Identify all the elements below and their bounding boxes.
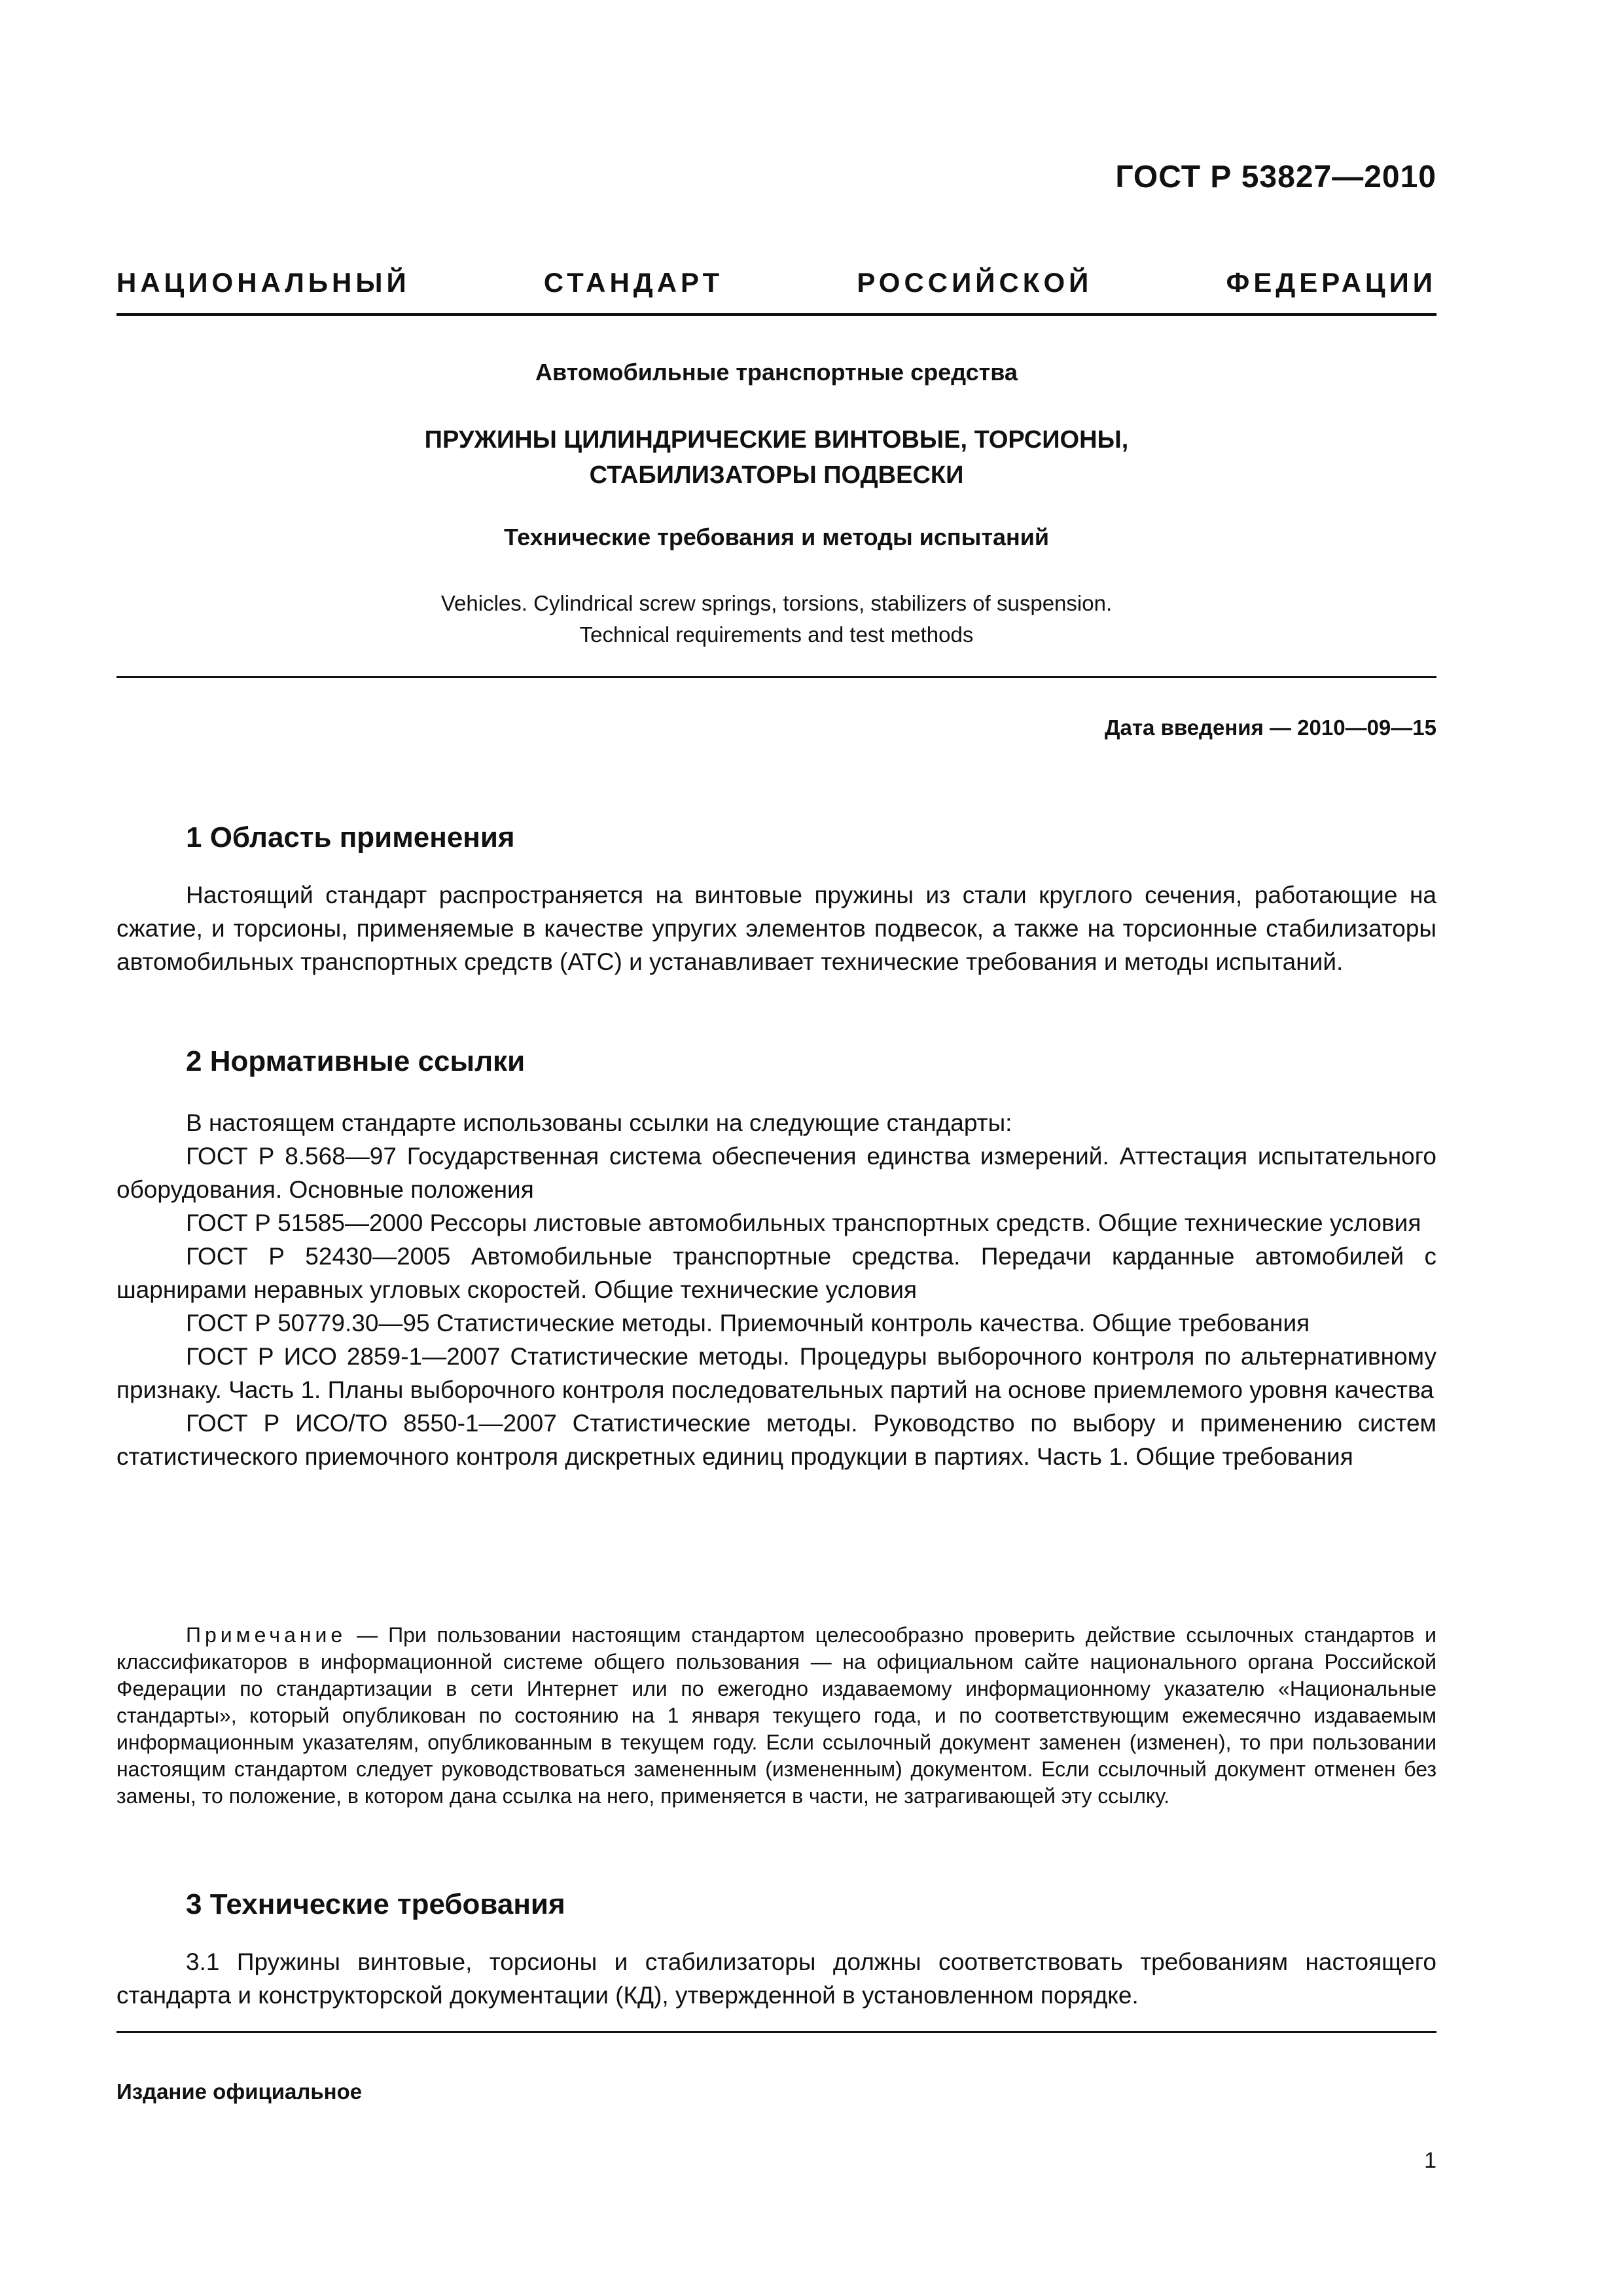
paragraph: 3.1 Пружины винтовые, торсионы и стабилизаторы должны соответствовать требованиям настоящего стандарта и конструкторской документации (КД), утвержденной в установленном порядке.: [116, 1948, 1436, 2009]
note-text: — При пользовании настоящим стандартом целесообразно проверить действие ссылочных стандартов и классификаторов в информационной системе общего пользования — на официальном сайте национального органа Российской Федерации по стандартизации в сети Интернет или по ежегодно издаваемому информационному указателю «Национальные стандарты», который опубликован по состоянию на 1 января текущего года, и по соответствующим ежемесячно издаваемым информационным указателям, опубликованным в текущем году. Если ссылочный документ заменен (изменен), то при пользовании настоящим стандартом следует руководствоваться замененным (измененным) документом. Если ссылочный документ отменен без замены, то положение, в котором дана ссылка на него, применяется в части, не затрагивающей эту ссылку.: [116, 1623, 1436, 1808]
paragraph: В настоящем стандарте использованы ссылки на следующие стандарты:: [186, 1109, 1012, 1136]
footer-rule: [116, 2031, 1436, 2033]
main-title: [116, 422, 1436, 493]
banner-word: РОССИЙСКОЙ: [857, 267, 1093, 298]
section-1-body: [116, 878, 1436, 978]
reference-item: ГОСТ Р ИСО 2859-1—2007 Статистические методы. Процедуры выборочного контроля по альтернативному признаку. Часть 1. Планы выборочного контроля последовательных партий на основе приемлемого уровня качества: [116, 1343, 1436, 1403]
english-title-line: Vehicles. Cylindrical screw springs, torsions, stabilizers of suspension.: [440, 591, 1113, 615]
section-2-body: [116, 1106, 1436, 1473]
reference-item: ГОСТ Р 8.568—97 Государственная система обеспечения единства измерений. Аттестация испытательного оборудования. Основные положения: [116, 1143, 1436, 1203]
banner-word: СТАНДАРТ: [543, 267, 724, 298]
category-title: Автомобильные транспортные средства: [535, 359, 1018, 386]
gost-number: ГОСТ Р 53827—2010: [1115, 160, 1436, 194]
section-2-heading: 2 Нормативные ссылки: [186, 1045, 526, 1077]
section-1-heading: 1 Область применения: [186, 821, 515, 853]
introduction-date: Дата введения — 2010—09—15: [1105, 715, 1436, 740]
note-label: Примечание: [186, 1623, 347, 1647]
banner-rule: [116, 313, 1436, 316]
banner-word: ФЕДЕРАЦИИ: [1226, 267, 1436, 298]
note-block: [116, 1622, 1436, 1810]
reference-item: ГОСТ Р 50779.30—95 Статистические методы. Приемочный контроль качества. Общие требования: [186, 1310, 1310, 1336]
english-title-line: Technical requirements and test methods: [579, 622, 974, 647]
title-rule: [116, 676, 1436, 678]
reference-item: ГОСТ Р 52430—2005 Автомобильные транспортные средства. Передачи карданные автомобилей с шарнирами неравных угловых скоростей. Общие технические условия: [116, 1243, 1436, 1303]
official-edition-label: Издание официальное: [116, 2079, 363, 2104]
main-title-line: СТАБИЛИЗАТОРЫ ПОДВЕСКИ: [589, 461, 964, 489]
paragraph: Настоящий стандарт распространяется на винтовые пружины из стали круглого сечения, работающие на сжатие, и торсионы, применяемые в качестве упругих элементов подвесок, а также на торсионные стабилизаторы автомобильных транспортных средств (АТС) и устанавливает технические требования и методы испытаний.: [116, 882, 1436, 975]
section-3-heading: 3 Технические требования: [186, 1888, 565, 1920]
english-title: [116, 588, 1436, 651]
reference-item: ГОСТ Р 51585—2000 Рессоры листовые автомобильных транспортных средств. Общие технические условия: [186, 1210, 1421, 1236]
title-subtitle: Технические требования и методы испытаний: [503, 524, 1050, 550]
page-number: 1: [1424, 2148, 1436, 2173]
national-standard-banner: [116, 267, 1436, 298]
banner-word: НАЦИОНАЛЬНЫЙ: [116, 267, 410, 298]
main-title-line: ПРУЖИНЫ ЦИЛИНДРИЧЕСКИЕ ВИНТОВЫЕ, ТОРСИОНЫ,: [424, 426, 1129, 454]
reference-item: ГОСТ Р ИСО/ТО 8550-1—2007 Статистические методы. Руководство по выбору и применению систем статистического приемочного контроля дискретных единиц продукции в партиях. Часть 1. Общие требования: [116, 1410, 1436, 1470]
section-3-body: [116, 1945, 1436, 2012]
